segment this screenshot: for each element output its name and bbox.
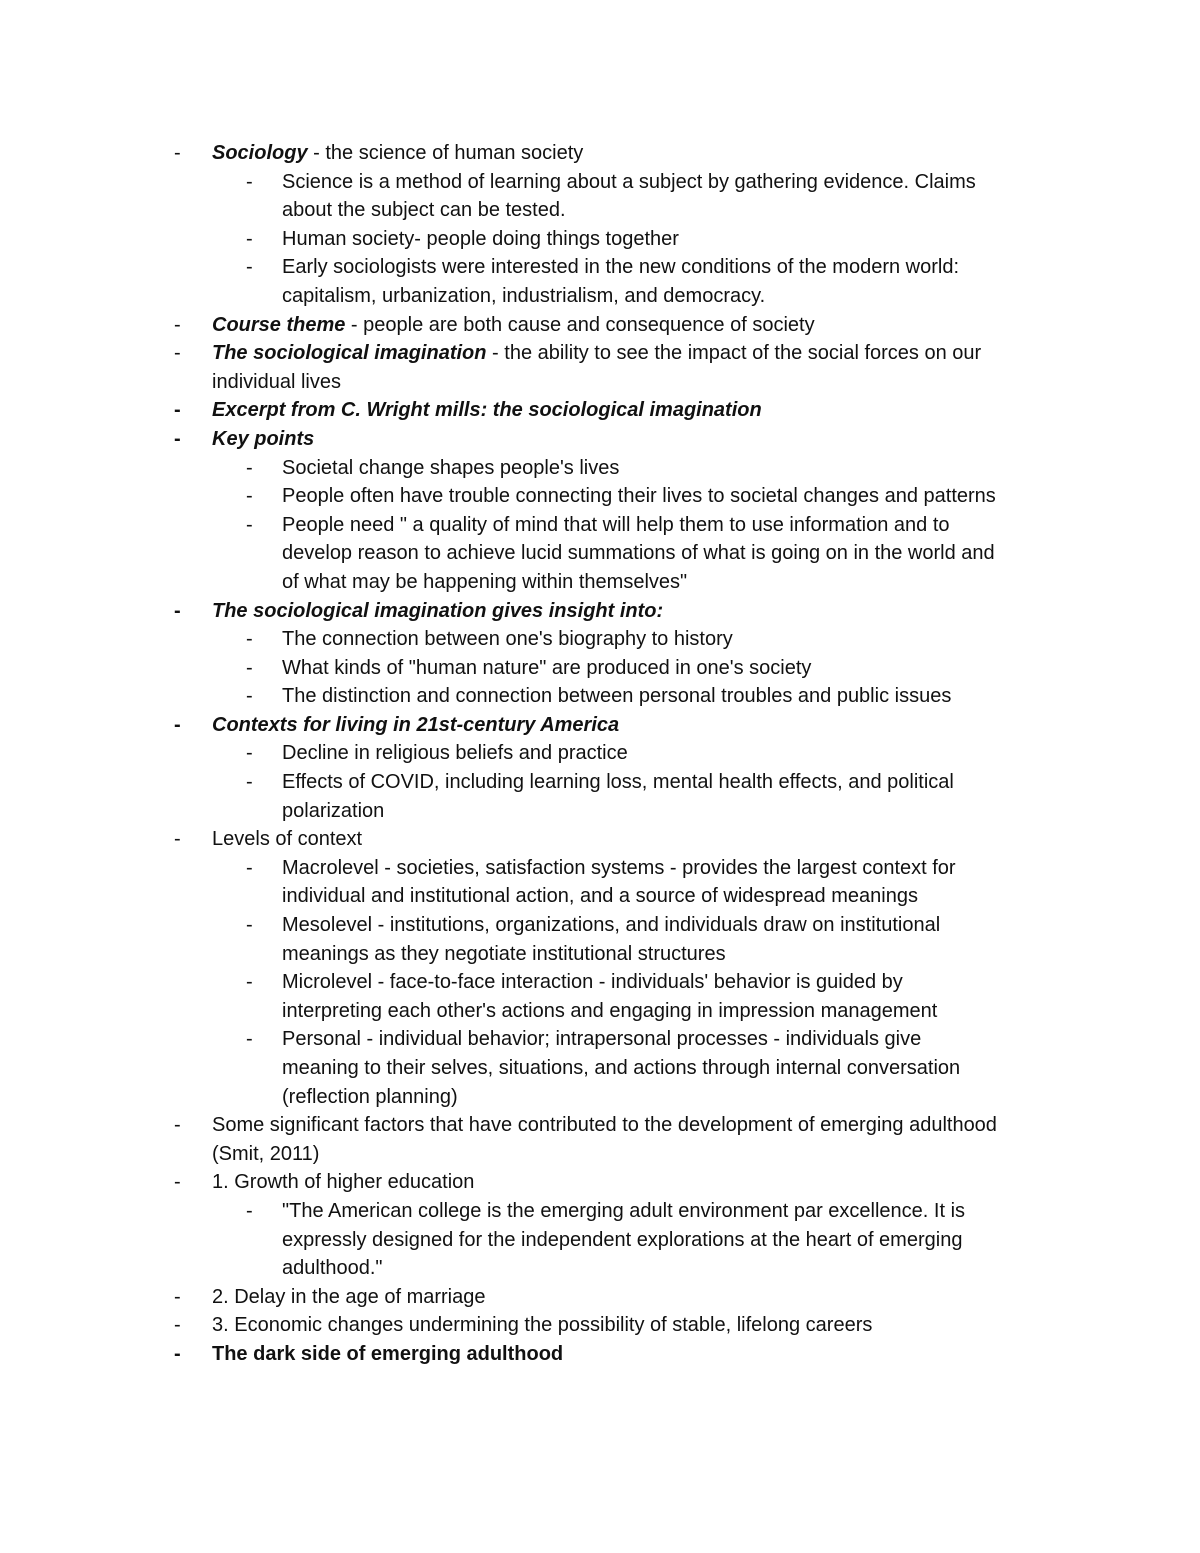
note-bullet	[0, 825, 1200, 854]
note-text	[282, 282, 765, 311]
note-text	[212, 711, 619, 740]
note-body: Human society- people doing things together	[282, 227, 679, 250]
note-body: polarization	[282, 799, 385, 822]
note-text	[212, 1283, 486, 1312]
note-bullet	[0, 454, 1200, 483]
note-text	[282, 768, 954, 797]
bullet-dash: -	[174, 1114, 181, 1137]
note-text	[282, 1083, 458, 1112]
note-bullet	[0, 425, 1200, 454]
note-bullet	[0, 625, 1200, 654]
note-body: Macrolevel - societies, satisfaction systems - provides the largest context for	[282, 856, 956, 879]
note-line-continuation	[0, 997, 1200, 1026]
note-body: People often have trouble connecting their lives to societal changes and patterns	[282, 485, 996, 508]
note-body: 3. Economic changes undermining the possibility of stable, lifelong careers	[212, 1314, 873, 1337]
note-text	[282, 968, 903, 997]
note-line-continuation	[0, 568, 1200, 597]
note-text	[282, 511, 950, 540]
bullet-dash: -	[174, 1285, 181, 1308]
note-text	[282, 454, 619, 483]
bullet-dash: -	[246, 971, 253, 994]
note-body: Decline in religious beliefs and practice	[282, 742, 628, 765]
note-bullet	[0, 968, 1200, 997]
note-heading: Contexts for living in 21st-century America	[212, 713, 620, 736]
notes-document	[0, 139, 1200, 1369]
note-line-continuation	[0, 1083, 1200, 1112]
note-body: interpreting each other's actions and engaging in impression management	[282, 999, 938, 1022]
note-text	[282, 654, 811, 683]
note-body: about the subject can be tested.	[282, 199, 566, 222]
note-bullet	[0, 1025, 1200, 1054]
note-body: Early sociologists were interested in the new conditions of the modern world:	[282, 256, 960, 279]
note-text	[282, 168, 976, 197]
note-body: 2. Delay in the age of marriage	[212, 1285, 486, 1308]
note-text	[282, 1054, 960, 1083]
bullet-dash: -	[174, 1342, 181, 1365]
note-text	[282, 682, 951, 711]
note-text	[212, 597, 663, 626]
note-body: The distinction and connection between personal troubles and public issues	[282, 685, 952, 708]
note-bullet	[0, 711, 1200, 740]
note-bullet	[0, 1197, 1200, 1226]
note-bullet	[0, 654, 1200, 683]
note-body: capitalism, urbanization, industrialism, and democracy.	[282, 284, 766, 307]
note-body: Microlevel - face-to-face interaction - individuals' behavior is guided by	[282, 971, 903, 994]
bullet-dash: -	[246, 656, 253, 679]
bullet-dash: -	[246, 685, 253, 708]
note-text	[282, 997, 937, 1026]
note-bullet	[0, 1340, 1200, 1369]
note-bullet	[0, 396, 1200, 425]
note-line-continuation	[0, 196, 1200, 225]
bullet-dash: -	[246, 914, 253, 937]
note-text	[212, 396, 762, 425]
note-text	[212, 139, 583, 168]
note-text	[282, 1226, 962, 1255]
note-line-continuation	[0, 797, 1200, 826]
note-body: The connection between one's biography to history	[282, 628, 733, 651]
note-bullet	[0, 482, 1200, 511]
note-bullet	[0, 253, 1200, 282]
note-body: What kinds of "human nature" are produced in one's society	[282, 656, 812, 679]
note-bullet	[0, 311, 1200, 340]
bullet-dash: -	[246, 771, 253, 794]
note-text	[282, 625, 733, 654]
note-text	[212, 1168, 474, 1197]
note-body: develop reason to achieve lucid summations of what is going on in the world and	[282, 542, 995, 565]
note-bullet	[0, 1168, 1200, 1197]
note-bullet	[0, 139, 1200, 168]
note-body: Mesolevel - institutions, organizations, and individuals draw on institutional	[282, 914, 941, 937]
note-text	[282, 1254, 383, 1283]
note-body: Effects of COVID, including learning loss, mental health effects, and political	[282, 771, 954, 794]
note-line-continuation	[0, 1226, 1200, 1255]
note-text	[282, 196, 566, 225]
note-bullet	[0, 739, 1200, 768]
note-line-continuation	[0, 1140, 1200, 1169]
bullet-dash: -	[246, 742, 253, 765]
bullet-dash: -	[174, 713, 181, 736]
note-text	[212, 339, 981, 368]
note-text	[282, 539, 995, 568]
bullet-dash: -	[174, 342, 181, 365]
note-bullet	[0, 597, 1200, 626]
note-text	[282, 482, 996, 511]
note-body: individual and institutional action, and a source of widespread meanings	[282, 885, 918, 908]
note-body: Levels of context	[212, 828, 363, 851]
note-bullet	[0, 1283, 1200, 1312]
note-body: expressly designed for the independent explorations at the heart of emerging	[282, 1228, 963, 1251]
note-line-continuation	[0, 882, 1200, 911]
bullet-dash: -	[246, 856, 253, 879]
note-heading: Excerpt from C. Wright mills: the sociological imagination	[212, 399, 762, 422]
note-text	[282, 568, 687, 597]
note-text	[282, 1025, 921, 1054]
bullet-dash: -	[174, 399, 181, 422]
bullet-dash: -	[246, 628, 253, 651]
note-bullet	[0, 768, 1200, 797]
bullet-dash: -	[174, 313, 181, 336]
note-text	[282, 739, 628, 768]
note-heading: The dark side of emerging adulthood	[212, 1342, 564, 1365]
note-body: adulthood."	[282, 1257, 383, 1280]
note-body: "The American college is the emerging adult environment par excellence. It is	[282, 1199, 966, 1222]
note-body: meaning to their selves, situations, and actions through internal conversation	[282, 1057, 961, 1079]
bullet-dash: -	[246, 1199, 253, 1222]
note-body: - people are both cause and consequence of society	[345, 313, 815, 336]
bullet-dash: -	[174, 427, 181, 450]
note-bullet	[0, 682, 1200, 711]
note-body: individual lives	[212, 370, 341, 393]
bullet-dash: -	[246, 1028, 253, 1051]
bullet-dash: -	[174, 1314, 181, 1337]
note-body: meanings as they negotiate institutional structures	[282, 942, 726, 965]
note-bullet	[0, 339, 1200, 368]
note-bullet	[0, 1311, 1200, 1340]
note-text	[282, 797, 384, 826]
note-bullet	[0, 854, 1200, 883]
note-body: 1. Growth of higher education	[212, 1171, 475, 1194]
note-body: Science is a method of learning about a subject by gathering evidence. Claims	[282, 170, 976, 193]
bullet-dash: -	[174, 1171, 181, 1194]
note-body: Societal change shapes people's lives	[282, 456, 620, 479]
bullet-dash: -	[246, 256, 253, 279]
note-heading: Sociology	[212, 142, 308, 164]
note-line-continuation	[0, 940, 1200, 969]
note-body: - the ability to see the impact of the social forces on our	[486, 342, 982, 365]
note-text	[212, 1340, 563, 1369]
note-text	[282, 1197, 965, 1226]
note-text	[212, 825, 362, 854]
bullet-dash: -	[246, 513, 253, 536]
note-text	[282, 225, 679, 254]
note-body: of what may be happening within themselves"	[282, 570, 688, 593]
note-bullet	[0, 225, 1200, 254]
note-bullet	[0, 168, 1200, 197]
note-line-continuation	[0, 368, 1200, 397]
note-text	[212, 425, 314, 454]
note-line-continuation	[0, 539, 1200, 568]
bullet-dash: -	[246, 170, 253, 193]
note-text	[282, 882, 918, 911]
note-text	[282, 253, 959, 282]
note-text	[282, 854, 956, 883]
note-text	[282, 911, 940, 940]
note-text	[212, 368, 341, 397]
bullet-dash: -	[246, 456, 253, 479]
bullet-dash: -	[246, 227, 253, 250]
note-line-continuation	[0, 282, 1200, 311]
bullet-dash: -	[174, 828, 181, 851]
note-body: (Smit, 2011)	[212, 1142, 320, 1165]
bullet-dash: -	[174, 142, 181, 164]
bullet-dash: -	[174, 599, 181, 622]
note-text	[282, 940, 726, 969]
note-body: Personal - individual behavior; intrapersonal processes - individuals give	[282, 1028, 922, 1051]
note-text	[212, 1140, 319, 1169]
note-heading: The sociological imagination	[212, 342, 487, 365]
note-heading: The sociological imagination gives insight into:	[212, 599, 664, 622]
note-line-continuation	[0, 1254, 1200, 1283]
note-bullet	[0, 511, 1200, 540]
note-text	[212, 311, 815, 340]
note-heading: Key points	[212, 427, 315, 450]
note-bullet	[0, 1111, 1200, 1140]
note-body: - the science of human society	[307, 142, 584, 164]
note-bullet	[0, 911, 1200, 940]
note-body: People need " a quality of mind that will help them to use information and to	[282, 513, 950, 536]
note-text	[212, 1111, 997, 1140]
note-heading: Course theme	[212, 313, 346, 336]
note-line-continuation	[0, 1054, 1200, 1083]
bullet-dash: -	[246, 485, 253, 508]
note-body: Some significant factors that have contributed to the development of emerging adulthood	[212, 1114, 997, 1137]
note-body: (reflection planning)	[282, 1085, 458, 1108]
note-text	[212, 1311, 872, 1340]
